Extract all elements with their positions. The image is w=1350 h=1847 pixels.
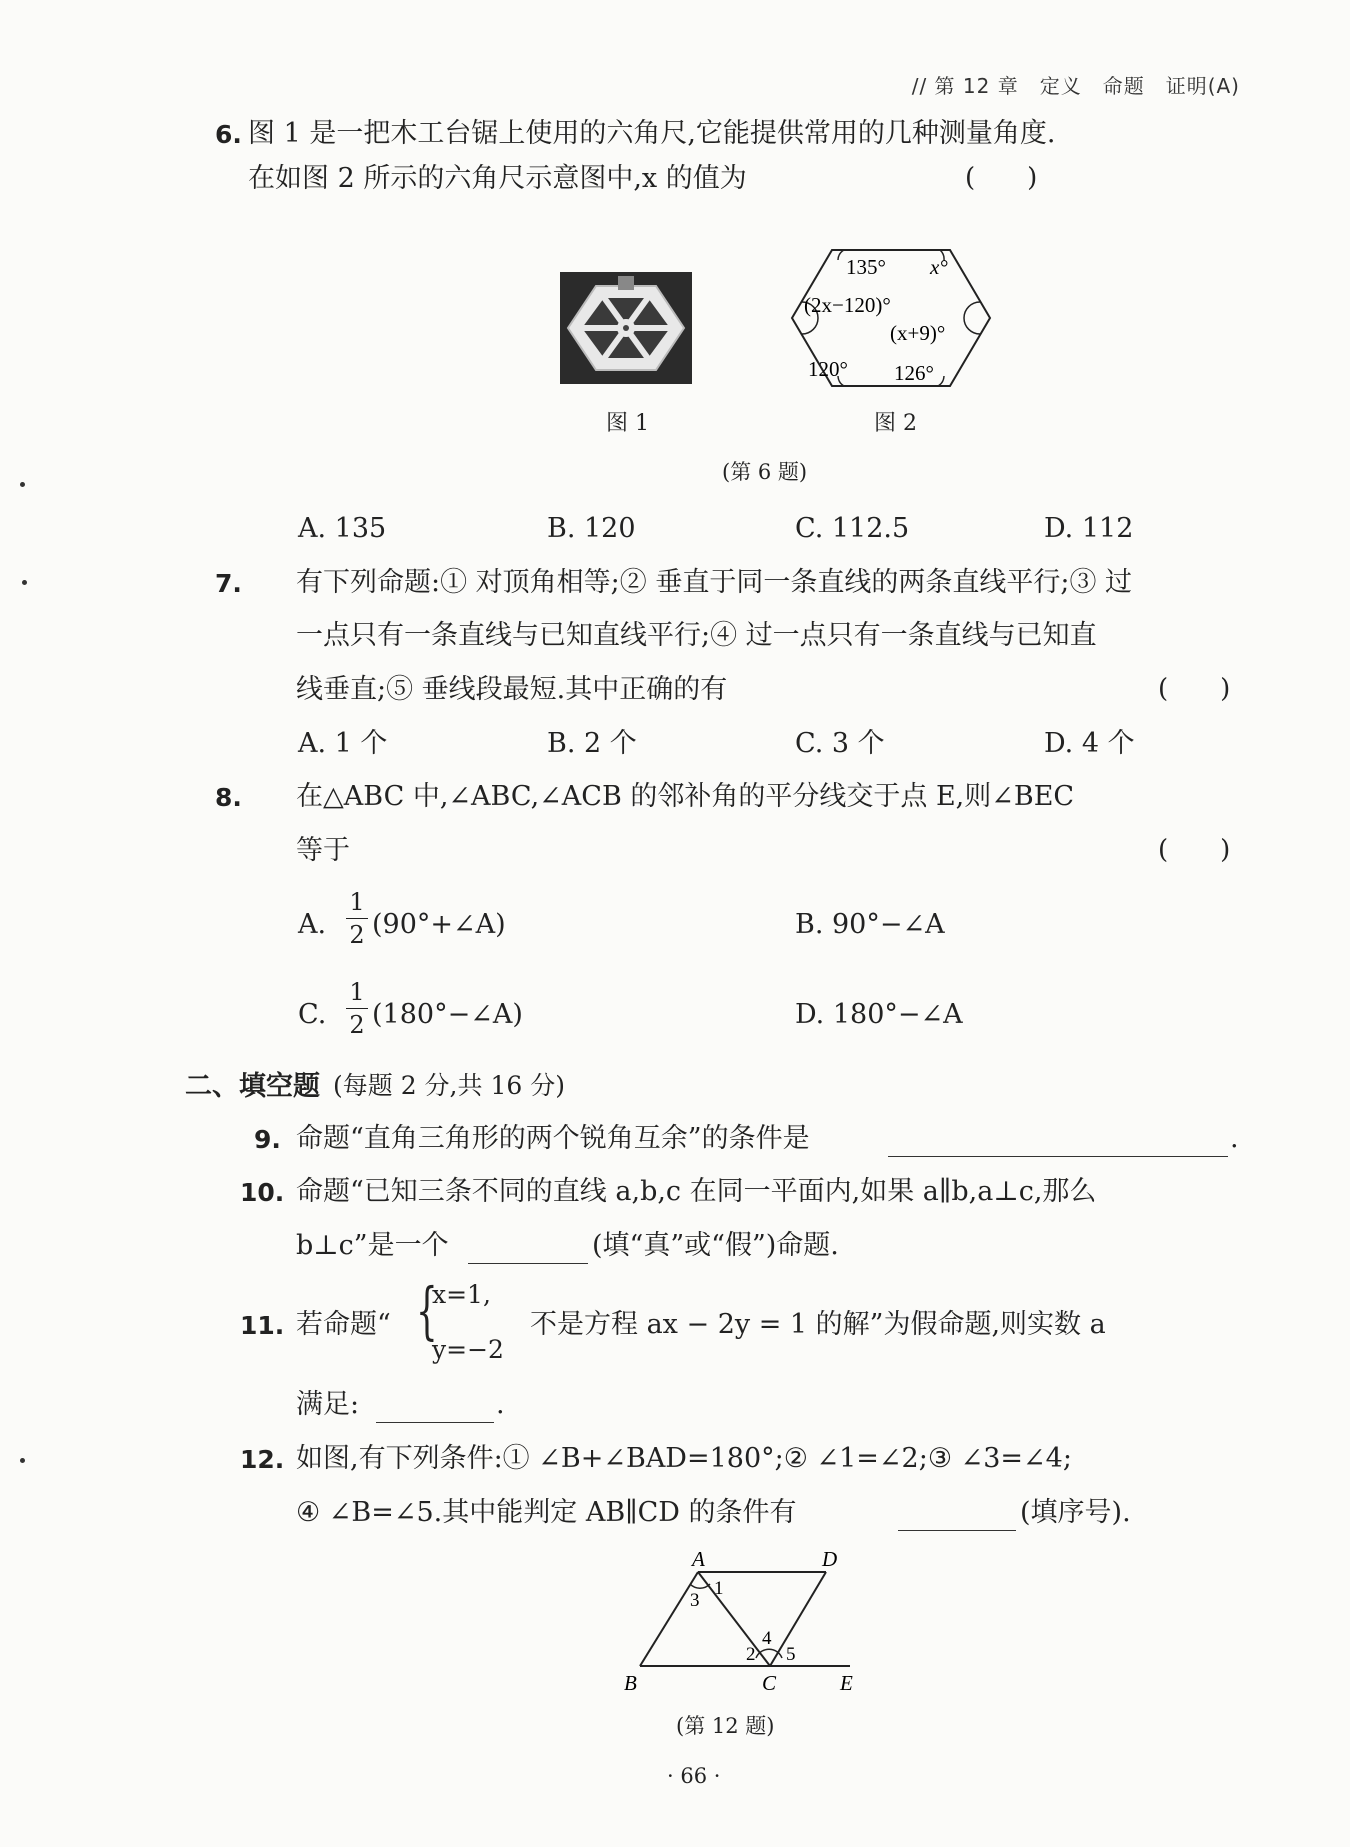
q6-option-b: B. 120 bbox=[547, 513, 636, 544]
hex-angle-x-plus-9: (x+9)° bbox=[890, 321, 946, 345]
q8-line2: 等于 bbox=[296, 835, 350, 866]
hex-angle-126: 126° bbox=[894, 361, 934, 385]
q12-line1: 如图,有下列条件:① ∠B+∠BAD=180°;② ∠1=∠2;③ ∠3=∠4; bbox=[296, 1443, 1072, 1474]
q11-answer-blank[interactable] bbox=[376, 1396, 494, 1423]
point-c-label: C bbox=[762, 1671, 777, 1695]
q8-number: 8. bbox=[215, 783, 242, 812]
q6-option-d: D. 112 bbox=[1044, 513, 1134, 544]
q8-option-c-denominator: 2 bbox=[349, 1011, 365, 1039]
q7-option-a: A. 1 个 bbox=[298, 728, 388, 759]
q11-pre: 若命题“ bbox=[296, 1309, 391, 1340]
margin-mark bbox=[22, 580, 27, 585]
q12-figure-caption: (第 12 题) bbox=[676, 1714, 775, 1738]
angle-2-label: 2 bbox=[746, 1644, 756, 1665]
q7-option-c: C. 3 个 bbox=[795, 728, 885, 759]
q10-line2-pre: b⊥c”是一个 bbox=[296, 1230, 449, 1261]
q8-option-a-numerator: 1 bbox=[349, 888, 365, 916]
q6-line1: 图 1 是一把木工台锯上使用的六角尺,它能提供常用的几种测量角度. bbox=[248, 118, 1056, 149]
chapter-header: // 第 12 章 定义 命题 证明(A) bbox=[911, 74, 1240, 98]
q9-text: 命题“直角三角形的两个锐角互余”的条件是 bbox=[296, 1123, 810, 1154]
q11-system-line2: y=−2 bbox=[432, 1335, 504, 1364]
q10-line1: 命题“已知三条不同的直线 a,b,c 在同一平面内,如果 a∥b,a⊥c,那么 bbox=[296, 1176, 1097, 1207]
q11-number: 11. bbox=[240, 1311, 285, 1340]
q8-answer-paren: ( ) bbox=[1158, 835, 1231, 865]
figure1-caption: 图 1 bbox=[606, 411, 649, 436]
angle-3-label: 3 bbox=[690, 1590, 700, 1611]
q7-number: 7. bbox=[215, 569, 242, 598]
hex-angle-135: 135° bbox=[846, 255, 886, 279]
q9-end: . bbox=[1230, 1123, 1239, 1154]
q7-answer-paren: ( ) bbox=[1158, 674, 1231, 704]
q6-answer-paren: ( ) bbox=[965, 163, 1038, 193]
angle-4-label: 4 bbox=[762, 1628, 772, 1649]
q8-option-c-label: C. bbox=[298, 999, 327, 1030]
q8-option-b: B. 90°−∠A bbox=[795, 909, 945, 940]
hexagon-ruler-photo bbox=[560, 272, 692, 384]
q8-option-c-expr: (180°−∠A) bbox=[372, 999, 523, 1030]
section-2-title: 二、填空题 bbox=[185, 1071, 320, 1102]
q11-post: 不是方程 ax − 2y = 1 的解”为假命题,则实数 a bbox=[530, 1309, 1106, 1340]
hex-angle-x: x° bbox=[930, 255, 948, 279]
q11-line2-pre: 满足: bbox=[296, 1389, 360, 1420]
section-2-note: (每题 2 分,共 16 分) bbox=[333, 1071, 565, 1100]
point-b-label: B bbox=[624, 1671, 637, 1695]
q8-line1: 在△ABC 中,∠ABC,∠ACB 的邻补角的平分线交于点 E,则∠BEC bbox=[296, 781, 1075, 812]
hex-angle-2x-120: (2x−120)° bbox=[804, 293, 891, 317]
q8-option-c-numerator: 1 bbox=[349, 978, 365, 1006]
q11-system-line1: x=1, bbox=[432, 1280, 491, 1309]
point-d-label: D bbox=[822, 1548, 838, 1571]
q9-answer-blank[interactable] bbox=[888, 1130, 1228, 1157]
q8-option-a-expr: (90°+∠A) bbox=[372, 909, 506, 940]
page-number: · 66 · bbox=[667, 1764, 721, 1788]
q8-option-d: D. 180°−∠A bbox=[795, 999, 963, 1030]
q12-geometry-figure bbox=[610, 1548, 870, 1700]
q6-option-a: A. 135 bbox=[298, 513, 387, 544]
point-a-label: A bbox=[692, 1548, 705, 1571]
angle-5-label: 5 bbox=[786, 1644, 796, 1665]
hex-angle-120: 120° bbox=[808, 357, 848, 381]
q12-line2-post: (填序号). bbox=[1020, 1497, 1131, 1528]
q10-answer-blank[interactable] bbox=[468, 1237, 588, 1264]
q8-option-c-fraction bbox=[346, 980, 368, 1037]
q6-number: 6. bbox=[215, 120, 242, 149]
angle-1-label: 1 bbox=[714, 1578, 724, 1599]
q7-option-b: B. 2 个 bbox=[547, 728, 637, 759]
q6-option-c: C. 112.5 bbox=[795, 513, 910, 544]
q7-line3: 线垂直;⑤ 垂线段最短.其中正确的有 bbox=[296, 674, 728, 705]
margin-mark bbox=[20, 1458, 25, 1463]
q8-option-a-denominator: 2 bbox=[349, 921, 365, 949]
point-e-label: E bbox=[840, 1671, 853, 1695]
q12-answer-blank[interactable] bbox=[898, 1504, 1016, 1531]
q8-option-a-label: A. bbox=[298, 909, 327, 940]
q9-number: 9. bbox=[254, 1125, 281, 1154]
q7-line1: 有下列命题:① 对顶角相等;② 垂直于同一条直线的两条直线平行;③ 过 bbox=[296, 567, 1133, 598]
q6-line2: 在如图 2 所示的六角尺示意图中,x 的值为 bbox=[248, 163, 747, 194]
margin-mark bbox=[20, 482, 25, 487]
q6-figure-caption: (第 6 题) bbox=[722, 460, 808, 484]
q8-option-a-fraction bbox=[346, 890, 368, 947]
q11-brace: { bbox=[416, 1274, 438, 1347]
q10-number: 10. bbox=[240, 1178, 285, 1207]
q11-line2-end: . bbox=[496, 1389, 505, 1420]
q10-line2-post: (填“真”或“假”)命题. bbox=[592, 1230, 839, 1261]
q7-option-d: D. 4 个 bbox=[1044, 728, 1135, 759]
q12-number: 12. bbox=[240, 1445, 285, 1474]
q12-line2-pre: ④ ∠B=∠5.其中能判定 AB∥CD 的条件有 bbox=[296, 1497, 797, 1528]
hexagon-diagram bbox=[780, 240, 1000, 390]
figure2-caption: 图 2 bbox=[874, 411, 917, 436]
q7-line2: 一点只有一条直线与已知直线平行;④ 过一点只有一条直线与已知直 bbox=[296, 620, 1097, 651]
